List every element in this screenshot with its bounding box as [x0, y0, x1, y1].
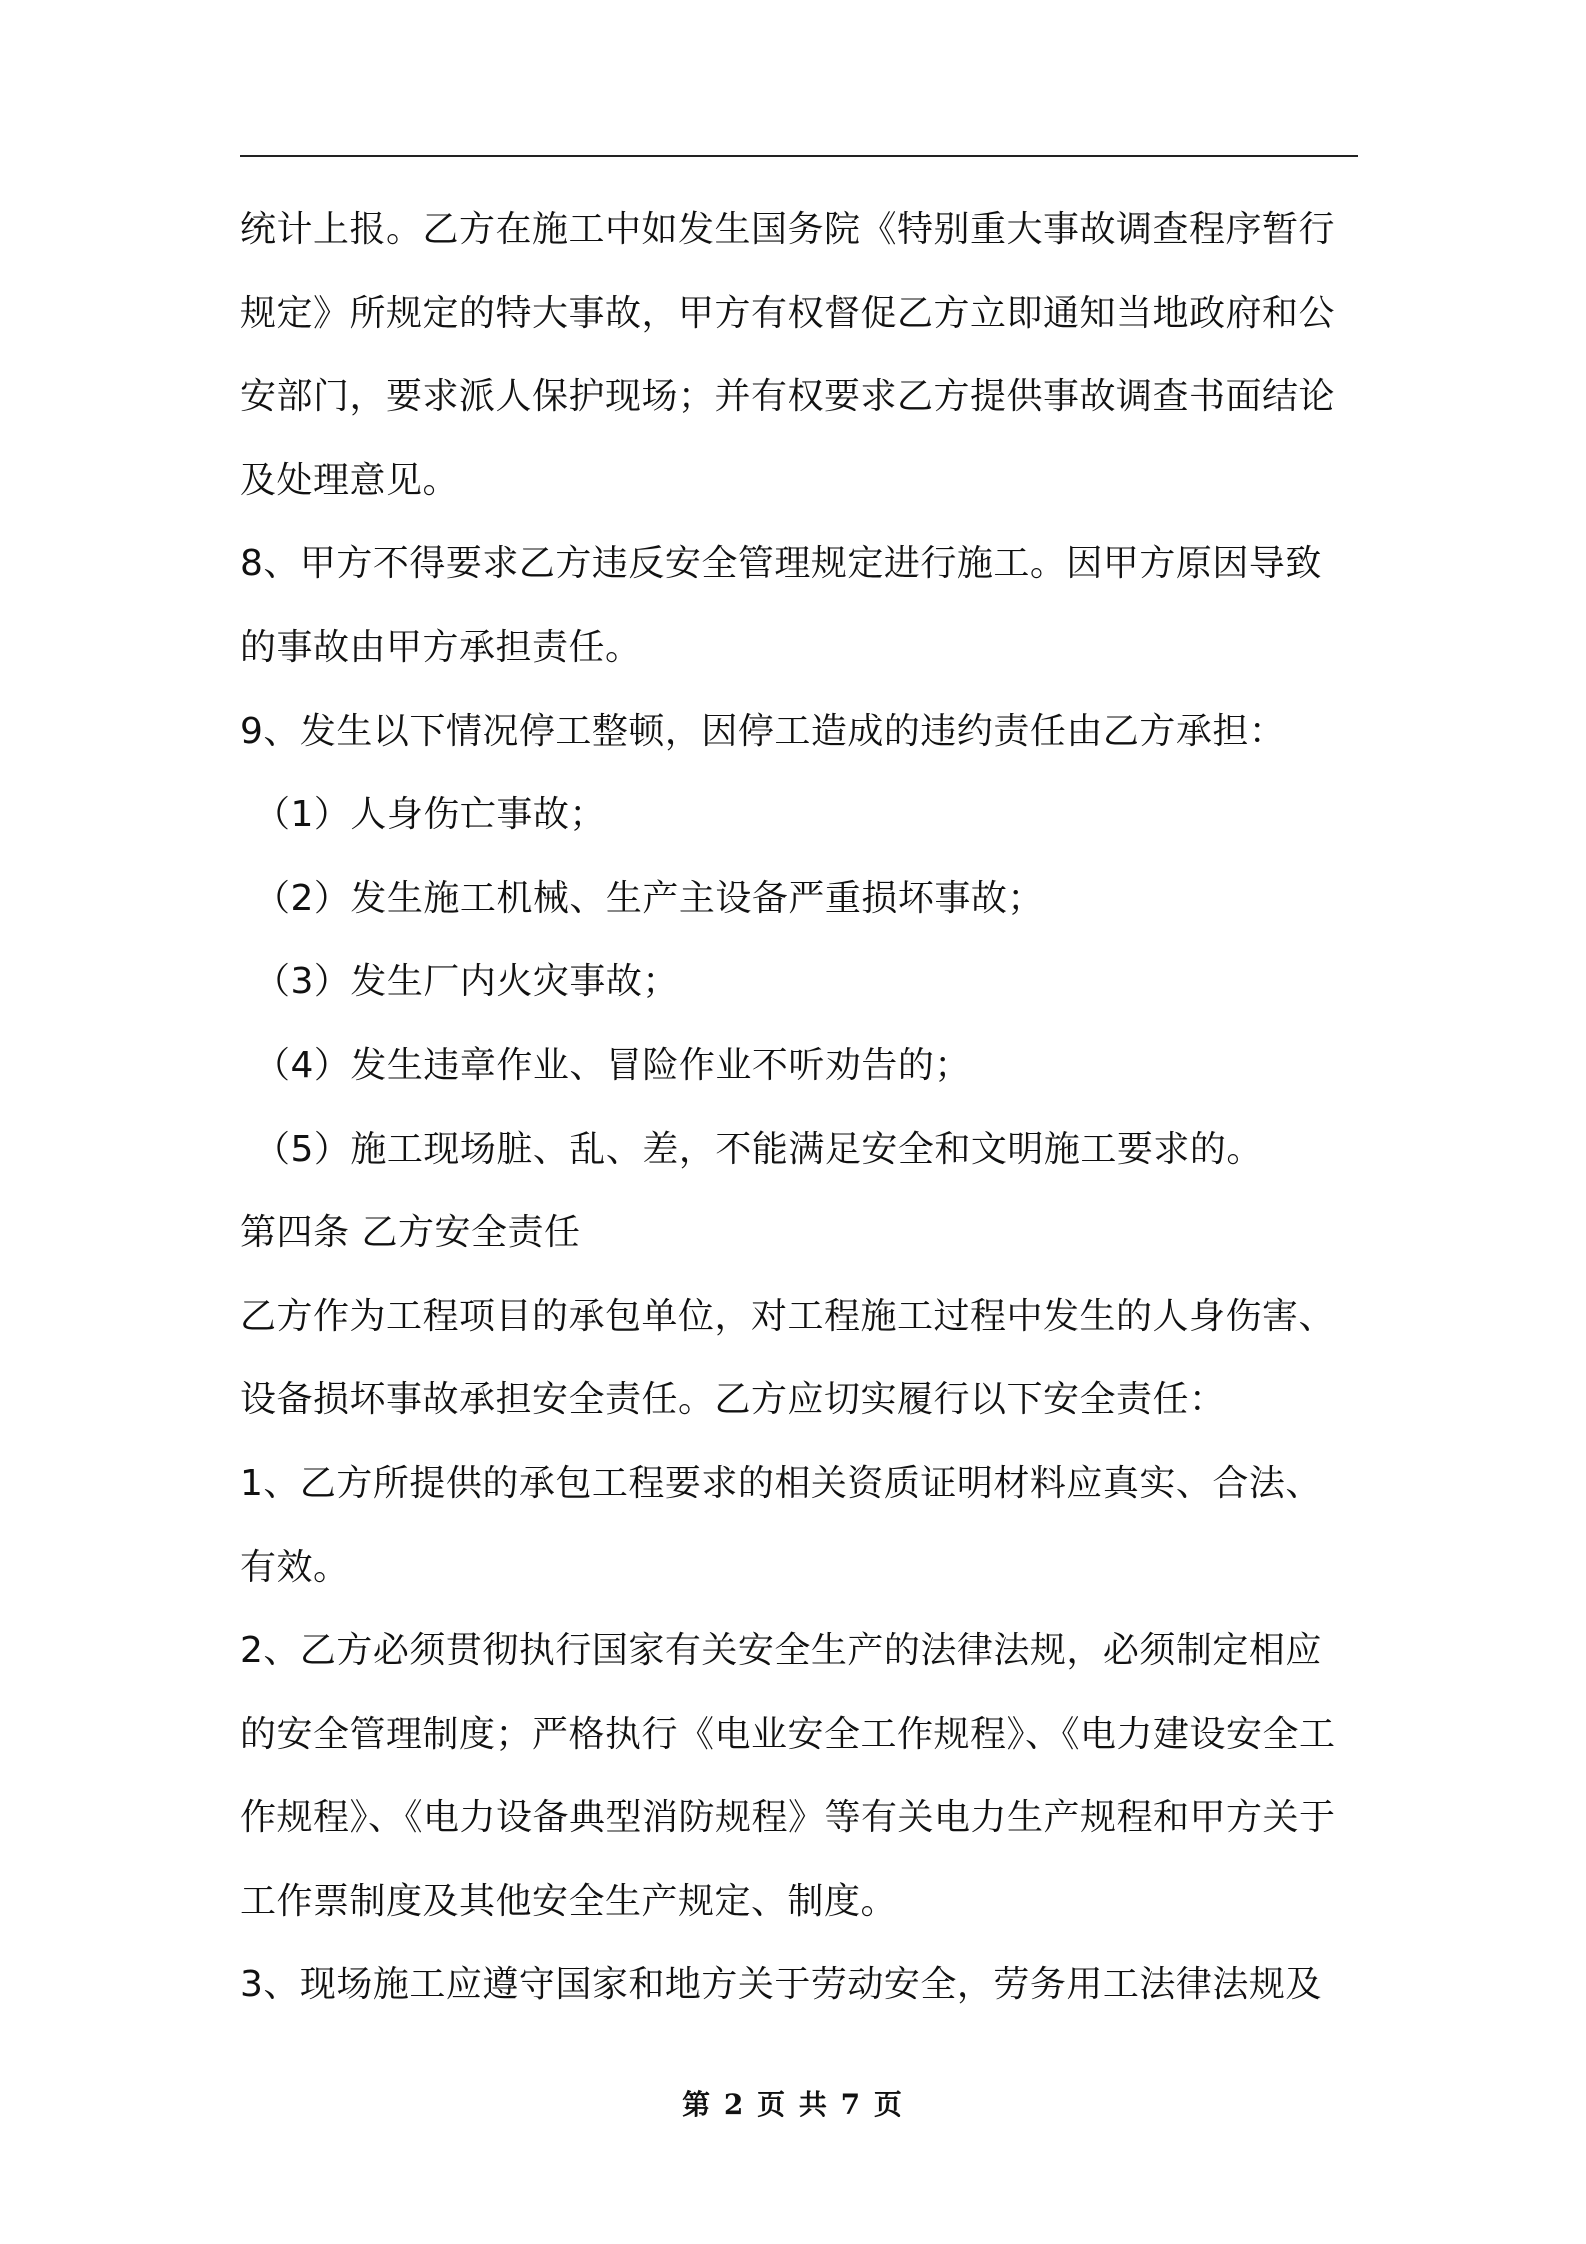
- list-item-4: （4）发生违章作业、冒险作业不听劝告的；: [254, 1044, 971, 1086]
- clause-9-line: 9、发生以下情况停工整顿，因停工造成的违约责任由乙方承担：: [240, 710, 1286, 752]
- page-number: 第 2 页 共 7 页: [682, 2088, 904, 2121]
- clause-8-line: 8、甲方不得要求乙方违反安全管理规定进行施工。因甲方原因导致: [240, 543, 1322, 585]
- clause-3-line: 3、现场施工应遵守国家和地方关于劳动安全，劳务用工法律法规及: [240, 1964, 1322, 2006]
- header-rule: [240, 155, 1358, 157]
- list-item-2: （2）发生施工机械、生产主设备严重损坏事故；: [254, 877, 1044, 919]
- article-4-heading: 第四条 乙方安全责任: [240, 1212, 581, 1254]
- clause-1-line: 1、乙方所提供的承包工程要求的相关资质证明材料应真实、合法、: [240, 1462, 1322, 1504]
- text-line: 的事故由甲方承担责任。: [240, 626, 642, 668]
- list-item-3: （3）发生厂内火灾事故；: [254, 961, 679, 1003]
- text-line: 规定》所规定的特大事故，甲方有权督促乙方立即通知当地政府和公: [240, 292, 1336, 334]
- text-line: 及处理意见。: [240, 459, 460, 501]
- clause-2-line: 2、乙方必须贯彻执行国家有关安全生产的法律法规，必须制定相应: [240, 1630, 1322, 1672]
- text-line: 工作票制度及其他安全生产规定、制度。: [240, 1880, 898, 1922]
- list-item-5: （5）施工现场脏、乱、差，不能满足安全和文明施工要求的。: [254, 1128, 1263, 1170]
- body-text: [240, 200, 1358, 2039]
- text-line: 统计上报。乙方在施工中如发生国务院《特别重大事故调查程序暂行: [240, 209, 1336, 250]
- text-line: 的安全管理制度；严格执行《电业安全工作规程》、《电力建设安全工: [240, 1713, 1336, 1755]
- list-item-1: （1）人身伤亡事故；: [254, 794, 606, 836]
- text-line: 设备损坏事故承担安全责任。乙方应切实履行以下安全责任：: [240, 1379, 1226, 1421]
- text-line: 安部门，要求派人保护现场；并有权要求乙方提供事故调查书面结论: [240, 376, 1336, 418]
- text-line: 乙方作为工程项目的承包单位，对工程施工过程中发生的人身伤害、: [240, 1295, 1336, 1337]
- text-line: 有效。: [240, 1546, 350, 1588]
- text-line: 作规程》、《电力设备典型消防规程》等有关电力生产规程和甲方关于: [240, 1797, 1336, 1839]
